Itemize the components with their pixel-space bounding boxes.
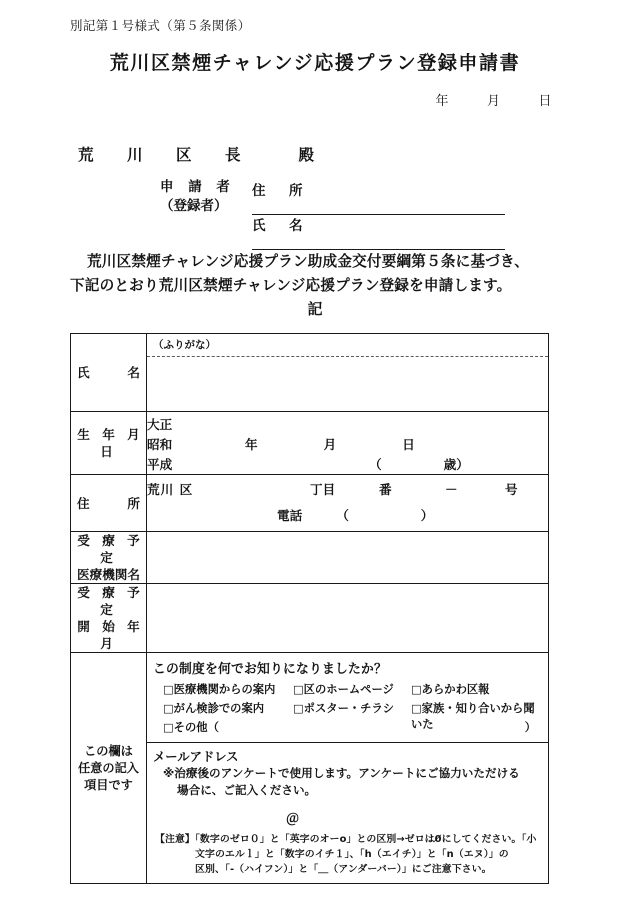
label-name: 氏 名 [71,334,147,412]
cell-start-date[interactable] [147,584,549,653]
age-unit: 歳） [443,457,469,472]
checkbox-arakawa-bulletin[interactable]: □あらかわ区報 [411,683,490,696]
era-showa[interactable]: 昭和 [147,437,173,452]
address-phone-line[interactable] [277,506,433,526]
application-table [70,333,549,884]
furigana-label: （ふりがな） [147,334,548,357]
mail-note-line1: ※治療後のアンケートで使用します。アンケートにご協力いただける [163,766,520,780]
age-paren-open: （ [369,457,382,472]
body-line2: 下記のとおり荒川区禁煙チャレンジ応援プラン登録を申請します。 [70,277,512,294]
applicant-label [160,178,248,216]
table-row-optional [71,653,549,884]
questionnaire-title: この制度を何でお知りになりましたか？ [153,662,387,677]
caution-line1: 【注意】「数字のゼロ０」と「英字のオーo」との区別→ゼロは0̸にしてください。「小 [155,834,537,845]
table-row-start-date [71,584,549,653]
birth-day-label: 日 [402,437,415,452]
cell-optional-section [147,653,549,884]
mail-at-sign[interactable]: ＠ [285,812,299,827]
questionnaire-other-row[interactable] [153,719,542,738]
date-month-label: 月 [486,94,501,109]
phone-paren-open: （ [336,508,349,523]
mail-header-block [147,743,548,801]
address-ban-label: 番 [379,482,392,497]
body-line1: 荒川区禁煙チャレンジ応援プラン助成金交付要綱第５条に基づき、 [87,253,530,270]
address-line1[interactable] [147,480,548,500]
body-paragraph [70,250,562,298]
checkbox-poster-flyer[interactable]: □ポスター・チラシ [293,702,395,715]
mail-note [153,765,542,799]
era-taisho[interactable]: 大正 [147,417,173,432]
other-paren-close: ） [524,721,536,734]
applicant-name-label: 氏 名 [252,218,308,234]
name-input-area[interactable] [147,357,548,411]
label-institution: 受 療 予 定 医療機関名 [71,532,147,584]
addressee: 荒 川 区 長 殿 [78,146,324,164]
mail-note-line2: 場合に、ご記入ください。 [177,783,317,797]
table-row-institution [71,532,549,584]
era-heisei[interactable]: 平成 [147,457,173,472]
optional-label-line2: 任意の記入 [78,760,139,775]
date-day-label: 日 [538,94,552,109]
cell-birthdate[interactable] [147,412,549,475]
label-start-date: 受 療 予 定 開 始 年 月 [71,584,147,653]
caution-line2: 文字のエルｌ」と「数字のイチ１」、「h（エイチ）」と「n（エヌ）」の [195,849,509,860]
date-year-label: 年 [435,94,449,109]
address-chome-label: 丁目 [310,482,336,497]
address-ku: 荒川 区 [147,482,194,497]
birth-ymd-labels [245,435,415,455]
ki-marker: 記 [307,300,323,318]
birth-month-label: 月 [323,437,337,452]
table-row-name [71,334,549,412]
checkbox-cancer-screening[interactable]: □がん検診での案内 [163,702,265,715]
applicant-name-field[interactable] [252,214,557,250]
table-row-address [71,475,549,532]
checkbox-ward-website[interactable]: □区のホームページ [293,683,394,696]
phone-paren-close: ） [420,508,434,523]
applicant-label-line2: （登録者） [160,198,228,214]
address-hyphen: － [445,482,458,497]
address-gou-label: 号 [505,482,518,497]
applicant-label-line1: 申 請 者 [160,179,235,195]
checkbox-other[interactable]: □その他（ [163,721,219,734]
date-line [435,90,552,109]
questionnaire-block [147,653,548,742]
form-code: 別記第１号様式（第５条関係） [70,18,251,33]
checkbox-medical-institution[interactable]: □医療機関からの案内 [163,683,276,696]
phone-label: 電話 [277,508,303,523]
optional-label-line3: 項目です [84,777,133,792]
applicant-address-rule[interactable] [252,199,505,215]
table-row-birthdate [71,412,549,475]
mail-section [147,742,548,883]
era-options[interactable] [147,415,172,475]
optional-label-line1: この欄は [84,743,133,758]
applicant-address-label: 住 所 [252,183,308,199]
page-title: 荒川区禁煙チャレンジ応援プラン登録申請書 [109,52,521,74]
age-field[interactable] [369,455,469,475]
applicant-name-rule[interactable] [252,234,505,250]
label-address: 住 所 [71,475,147,532]
cell-name[interactable] [147,334,549,412]
label-birthdate: 生 年 月 日 [71,412,147,475]
cell-address[interactable] [147,475,549,532]
mail-address-label: メールアドレス [153,750,239,764]
cell-institution[interactable] [147,532,549,584]
checkbox-family-acquaintance[interactable]: □家族・知り合いから聞いた [411,702,535,731]
birth-year-label: 年 [245,437,258,452]
label-optional-section [71,653,147,884]
applicant-address-field[interactable] [252,179,557,215]
caution-note [147,832,548,883]
caution-line3: 区別、「‐（ハイフン）」と「＿（アンダーバー）」にご注意下さい。 [195,864,492,875]
questionnaire-options-row1 [153,681,542,700]
